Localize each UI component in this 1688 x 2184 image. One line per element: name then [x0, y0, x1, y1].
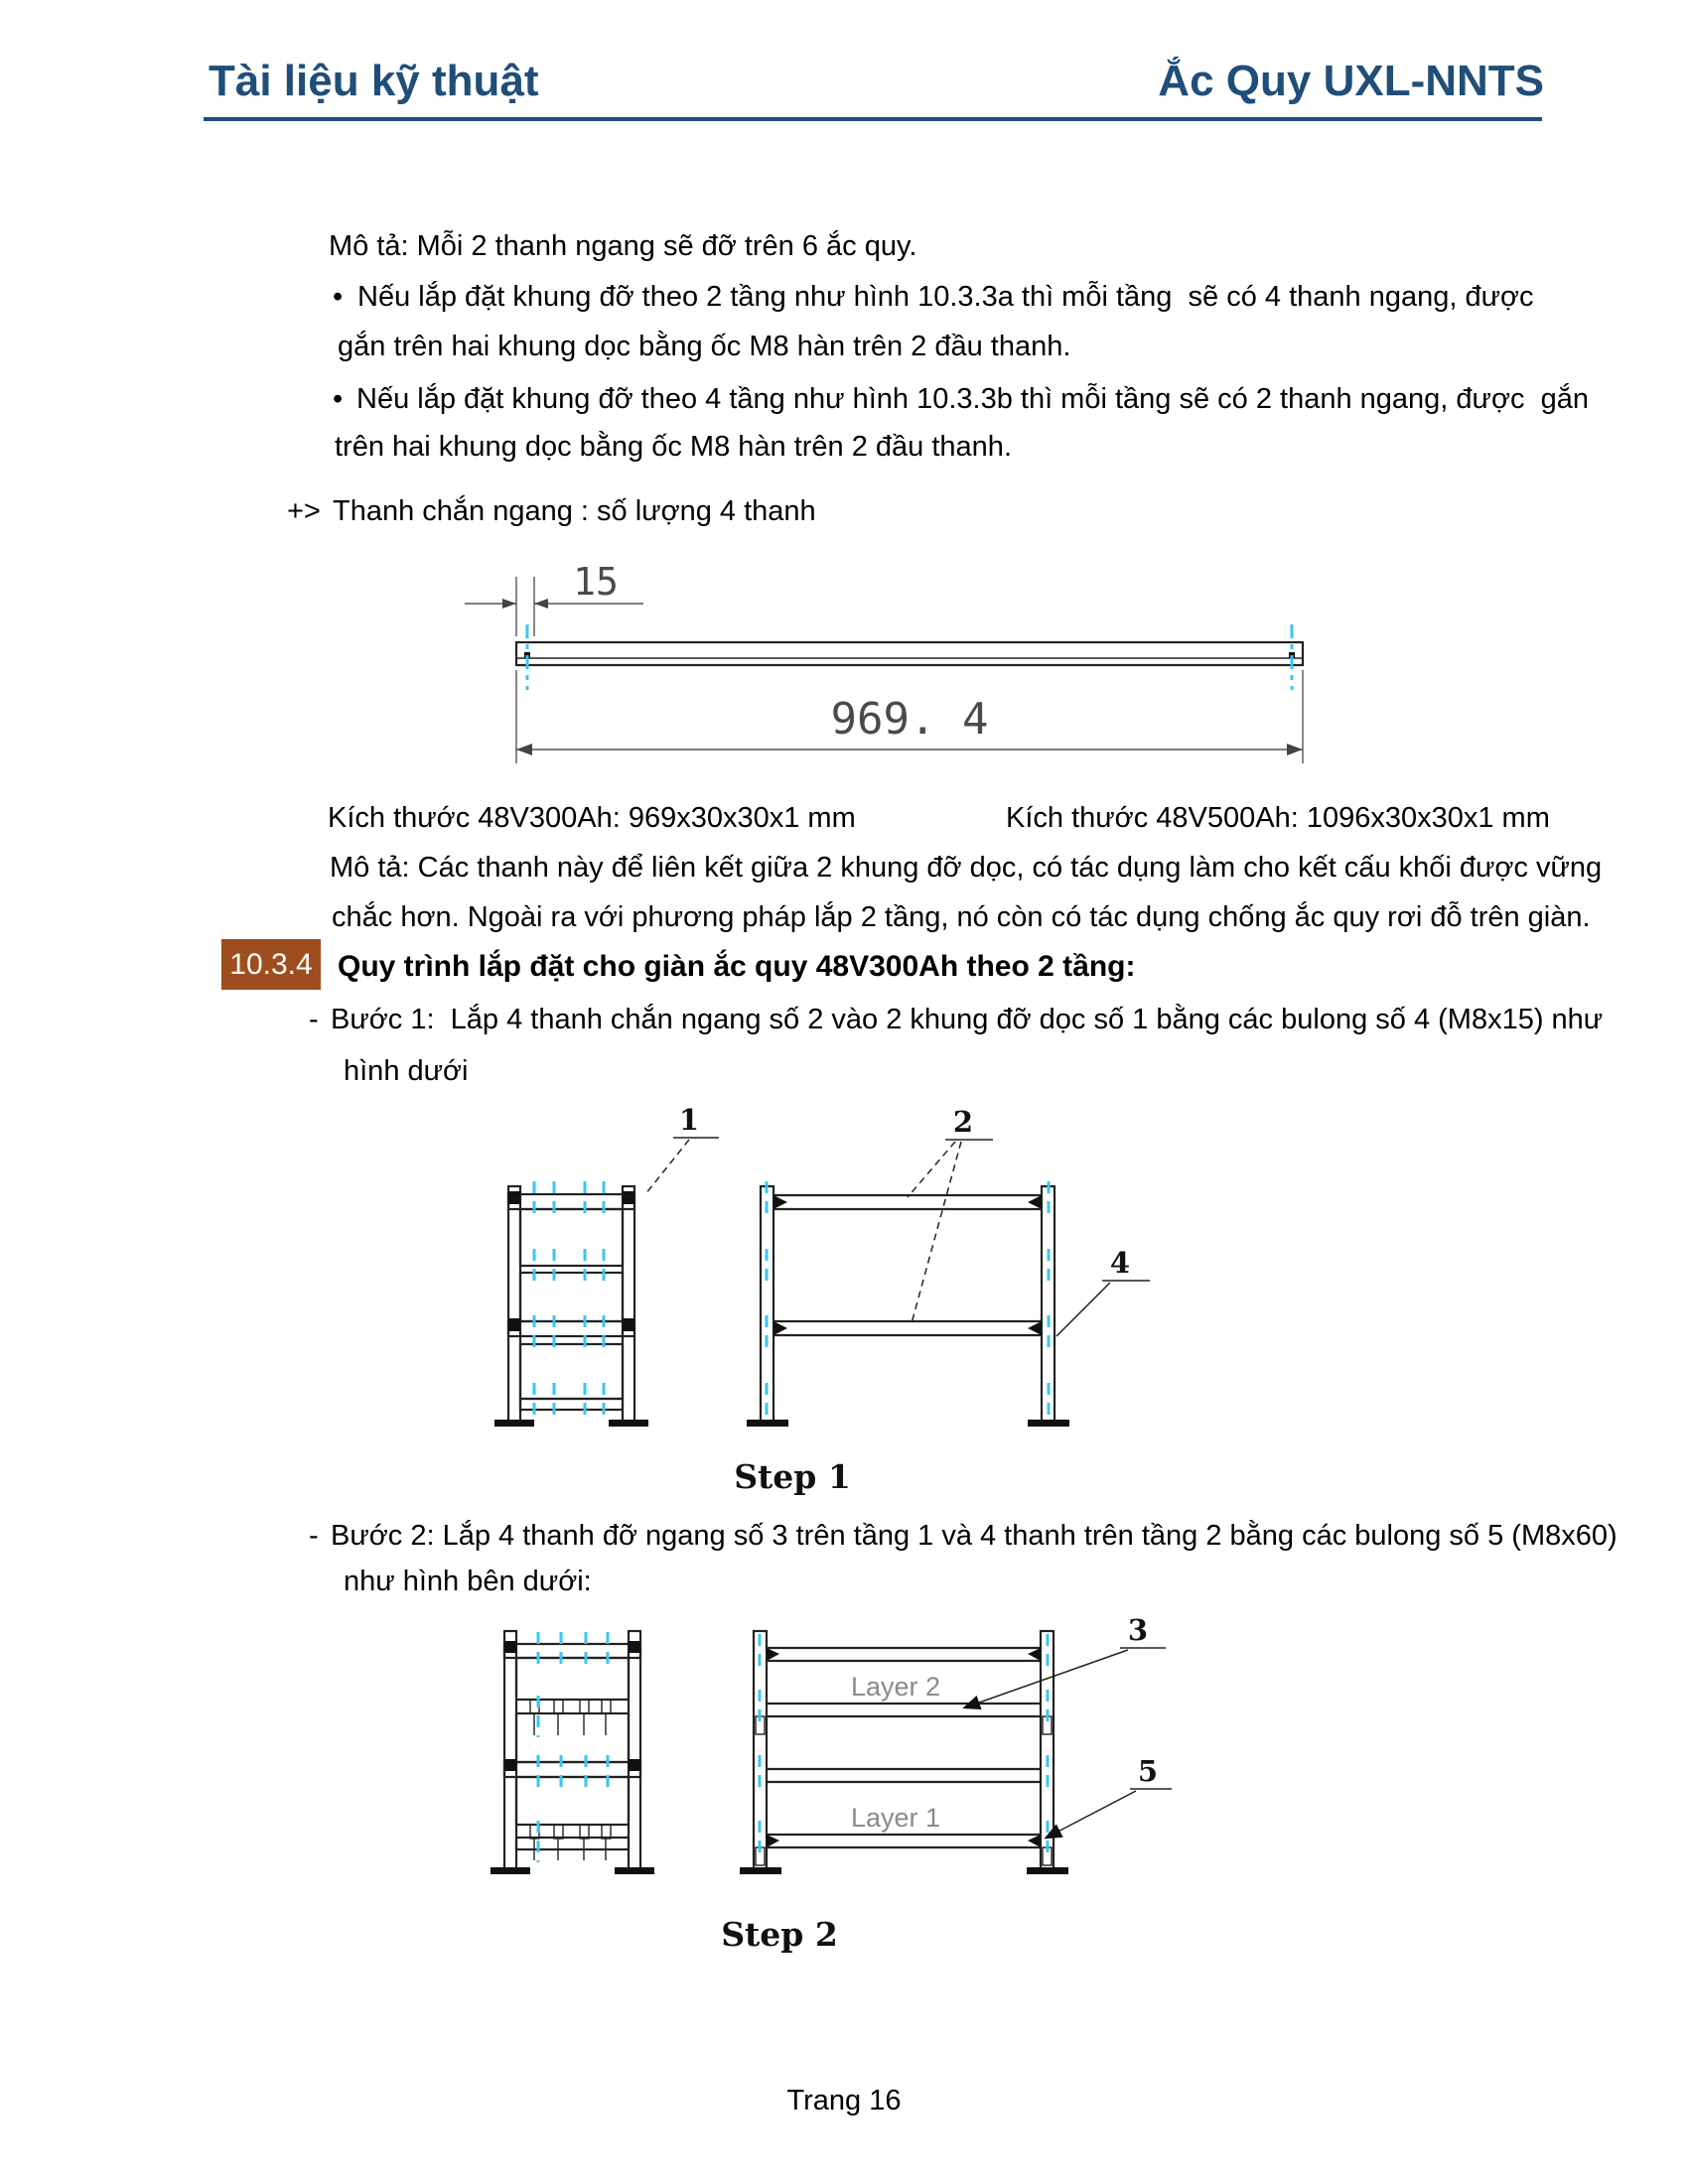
dim-label-offset: 15 — [573, 560, 619, 604]
step2-front-frame — [740, 1631, 1068, 1874]
label-3: 3 — [1127, 1618, 1149, 1647]
dim-arrow-left — [502, 599, 516, 609]
layer2-label: Layer 2 — [850, 1672, 941, 1702]
header-right-title: Ắc Quy UXL-NNTS — [1158, 57, 1544, 105]
desc-line2: chắc hơn. Ngoài ra với phương pháp lắp 2 tầng, nó còn có tác dụng chống ắc quy rơi đỗ trên giàn. — [332, 901, 1591, 933]
label-4-leader — [1056, 1283, 1110, 1336]
bolt-ticks — [534, 1181, 604, 1416]
step2-line1: Bước 2: Lắp 4 thanh đỡ ngang số 3 trên tầng 1 và 4 thanh trên tầng 2 bằng các bulong số 5 (M8x60) — [331, 1520, 1618, 1552]
section-title: Quy trình lắp đặt cho giàn ắc quy 48V300Ah theo 2 tầng: — [338, 950, 1136, 983]
page-number: Trang 16 — [786, 2085, 902, 2116]
step2-dash: - — [309, 1520, 319, 1552]
header-rule — [204, 117, 1542, 121]
step2-caption: Step 2 — [721, 1915, 838, 1954]
step2-diagram — [437, 1618, 1172, 1976]
size-48v500: Kích thước 48V500Ah: 1096x30x30x1 mm — [1006, 802, 1550, 834]
arrow-marker: +> — [287, 495, 321, 527]
bolt-ticks — [538, 1632, 608, 1862]
label-5: 5 — [1137, 1754, 1159, 1788]
crossbar-dimension-drawing — [437, 551, 1331, 784]
label-2-leader — [908, 1142, 961, 1323]
dim-arrow-right — [534, 599, 548, 609]
label-4: 4 — [1109, 1246, 1131, 1280]
bullet1-line1: Nếu lắp đặt khung đỡ theo 2 tầng như hình 10.3.3a thì mỗi tầng sẽ có 4 thanh ngang, được — [357, 281, 1534, 313]
step1-line1: Bước 1: Lắp 4 thanh chắn ngang số 2 vào 2 khung đỡ dọc số 1 bằng các bulong số 4 (M8x15) như — [331, 1004, 1604, 1035]
bolt-centerlines — [527, 624, 1292, 690]
label-2: 2 — [952, 1105, 974, 1139]
step1-front-frame — [747, 1181, 1069, 1427]
step2-line2: như hình bên dưới: — [344, 1566, 592, 1597]
bullet2-line1: Nếu lắp đặt khung đỡ theo 4 tầng như hình 10.3.3b thì mỗi tầng sẽ có 2 thanh ngang, được gắn — [356, 383, 1589, 415]
bullet2-line2: trên hai khung dọc bằng ốc M8 hàn trên 2 đầu thanh. — [335, 431, 1012, 463]
label-1-leader — [645, 1140, 689, 1194]
section-number-badge: 10.3.4 — [221, 939, 321, 990]
dim-label-length: 969. 4 — [830, 694, 989, 745]
step1-side-frame — [494, 1181, 648, 1427]
bolt-shafts — [534, 1713, 606, 1735]
size-48v300: Kích thước 48V300Ah: 969x30x30x1 mm — [328, 802, 856, 834]
step2-side-frame — [491, 1631, 654, 1874]
crossbar-quantity-line: Thanh chắn ngang : số lượng 4 thanh — [333, 495, 816, 527]
bullet-glyph: • — [333, 281, 344, 313]
bolt-ticks — [767, 1181, 1049, 1416]
dim-extension-lines-small — [516, 577, 534, 636]
intro-line: Mô tả: Mỗi 2 thanh ngang sẽ đỡ trên 6 ắc quy. — [329, 230, 917, 262]
layer1-label: Layer 1 — [850, 1803, 941, 1833]
dim-arrow-left — [516, 744, 532, 755]
step1-dash: - — [309, 1004, 319, 1035]
step1-diagram — [437, 1092, 1172, 1499]
header-left-title: Tài liệu kỹ thuật — [209, 57, 539, 105]
step1-caption: Step 1 — [734, 1457, 851, 1496]
label-5-leader — [1047, 1791, 1136, 1838]
desc-line1: Mô tả: Các thanh này để liên kết giữa 2 khung đỡ dọc, có tác dụng làm cho kết cấu khối được vững — [330, 852, 1603, 884]
bullet1-line2: gắn trên hai khung dọc bằng ốc M8 hàn trên 2 đầu thanh. — [338, 331, 1071, 362]
label-1: 1 — [678, 1103, 700, 1137]
step1-line2: hình dưới — [344, 1055, 469, 1087]
dim-arrow-right — [1287, 744, 1303, 755]
crossbar-body — [516, 642, 1303, 665]
bullet-glyph: • — [333, 383, 344, 415]
